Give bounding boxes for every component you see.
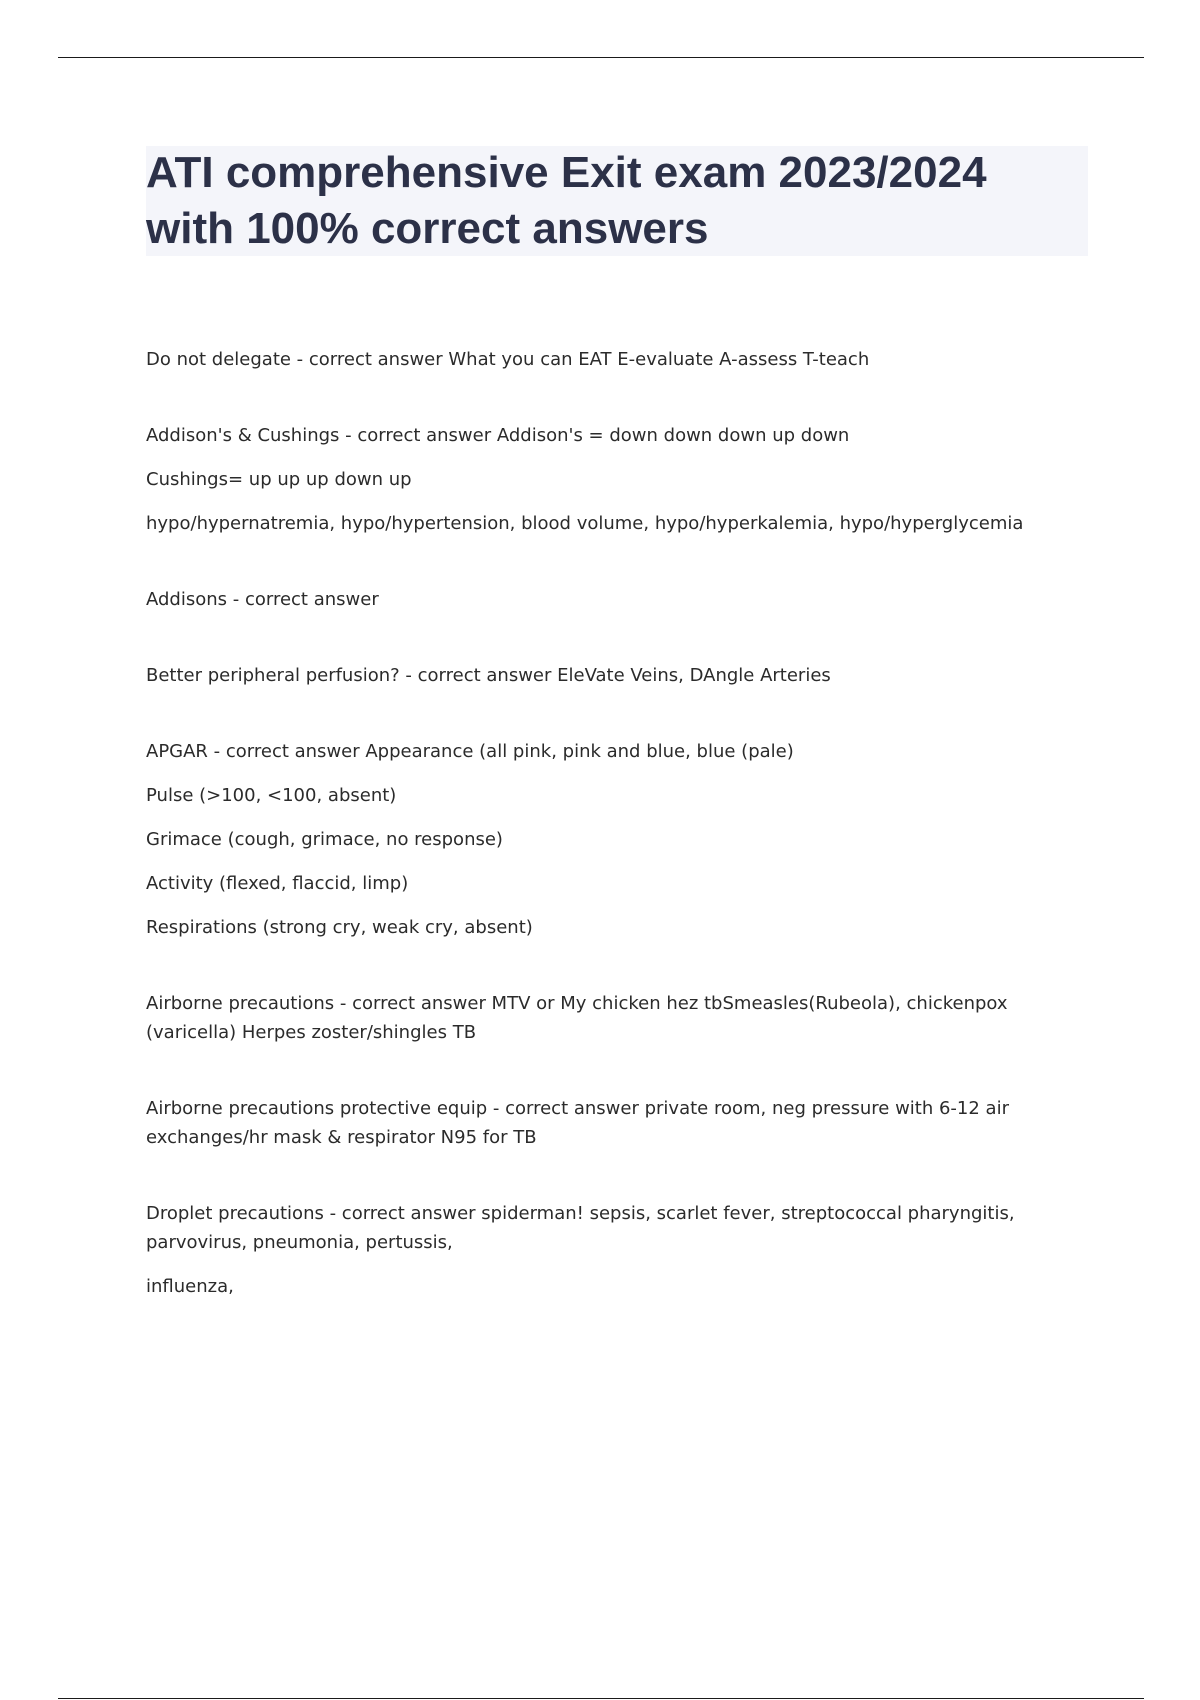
qa-entry-airborne bbox=[146, 989, 1066, 1047]
entry-line: parvovirus, pneumonia, pertussis, bbox=[146, 1232, 453, 1253]
top-rule bbox=[58, 57, 1144, 58]
qa-entry-apgar bbox=[146, 737, 1066, 942]
entry-paragraph bbox=[146, 1199, 1066, 1257]
entry-line: Activity (flexed, flaccid, limp) bbox=[146, 873, 409, 894]
entry-line: Airborne precautions protective equip - correct answer private room, neg pressure with 6-12 air bbox=[146, 1098, 1009, 1119]
title-box bbox=[146, 146, 1088, 256]
entry-line: hypo/hypernatremia, hypo/hypertension, blood volume, hypo/hyperkalemia, hypo/hyperglycemia bbox=[146, 513, 1024, 534]
entry-line: influenza, bbox=[146, 1276, 234, 1297]
bottom-rule bbox=[58, 1698, 1144, 1699]
qa-entry-delegate bbox=[146, 345, 1066, 374]
entry-paragraph bbox=[146, 989, 1066, 1047]
document-title bbox=[146, 145, 1088, 257]
entry-line: Droplet precautions - correct answer spiderman! sepsis, scarlet fever, streptococcal pharyngitis, bbox=[146, 1203, 1015, 1224]
entry-line: Respirations (strong cry, weak cry, absent) bbox=[146, 917, 533, 938]
entry-line: Addison's & Cushings - correct answer Addison's = down down down up down bbox=[146, 425, 850, 446]
qa-entry-addisons-cushings bbox=[146, 421, 1066, 538]
qa-entry-perfusion bbox=[146, 661, 1066, 690]
entry-line: Better peripheral perfusion? - correct answer EleVate Veins, DAngle Arteries bbox=[146, 665, 831, 686]
entry-line: exchanges/hr mask & respirator N95 for TB bbox=[146, 1127, 537, 1148]
title-line-2: with 100% correct answers bbox=[146, 204, 709, 253]
entry-line: Pulse (>100, <100, absent) bbox=[146, 785, 397, 806]
qa-entry-droplet bbox=[146, 1199, 1066, 1301]
entry-line: APGAR - correct answer Appearance (all pink, pink and blue, blue (pale) bbox=[146, 741, 794, 762]
entry-line: Addisons - correct answer bbox=[146, 589, 379, 610]
entry-line: (varicella) Herpes zoster/shingles TB bbox=[146, 1022, 477, 1043]
entry-line: Cushings= up up up down up bbox=[146, 469, 412, 490]
entry-line: Airborne precautions - correct answer MTV or My chicken hez tbSmeasles(Rubeola), chickenpox bbox=[146, 993, 1008, 1014]
qa-entry-addisons bbox=[146, 585, 1066, 614]
document-body bbox=[146, 345, 1066, 1348]
entry-line: Grimace (cough, grimace, no response) bbox=[146, 829, 503, 850]
title-line-1: ATI comprehensive Exit exam 2023/2024 bbox=[146, 148, 987, 197]
entry-line: Do not delegate - correct answer What you can EAT E-evaluate A-assess T-teach bbox=[146, 349, 870, 370]
entry-paragraph bbox=[146, 1094, 1066, 1152]
qa-entry-airborne-equip bbox=[146, 1094, 1066, 1152]
